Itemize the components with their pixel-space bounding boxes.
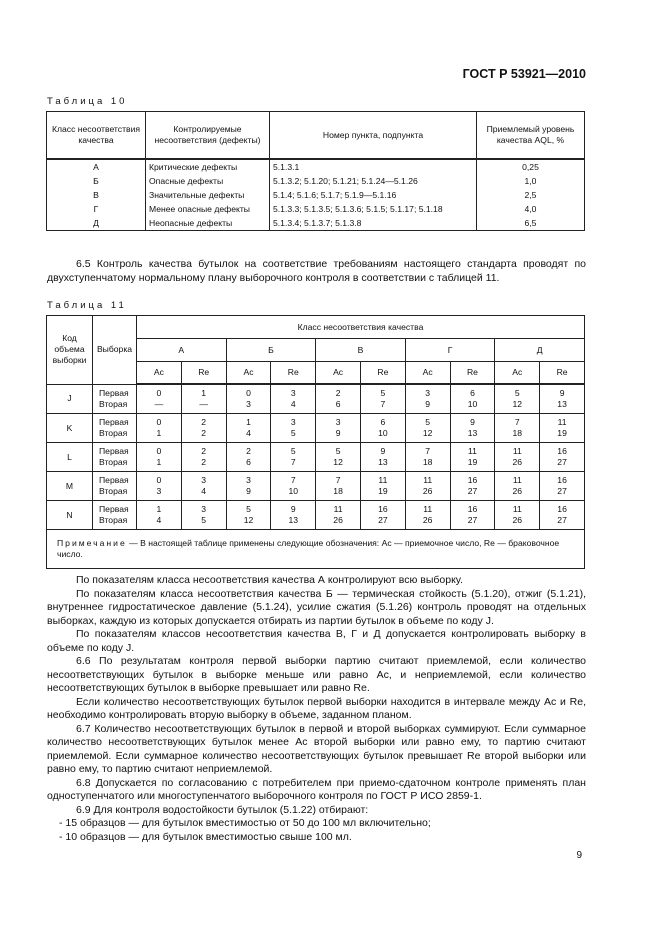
t10-cell: 0,25: [477, 159, 585, 174]
t11-value: 0 3: [137, 472, 182, 501]
t11-value: 1 —: [181, 384, 226, 414]
t11-value: 16 27: [450, 501, 495, 530]
t11-value: 2 6: [226, 443, 271, 472]
t10-row: [47, 216, 585, 231]
t11-value: 11 26: [405, 501, 450, 530]
t11-code: M: [47, 472, 93, 501]
t10-cell: Значительные дефекты: [146, 188, 270, 202]
paragraph: 6.6 По результатам контроля первой выборки партию считают приемлемой, если количество несоответствующих бутылок в выборке меньше или равно Ас, и неприемлемой, если количество несоответствующих бутылок в выборке превышает или равно Re.: [47, 655, 586, 694]
t10-cell: Опасные дефекты: [146, 174, 270, 188]
t10-cell: Критические дефекты: [146, 159, 270, 174]
paragraph: По показателям класса несоответствия качества А контролируют всю выборку.: [76, 574, 463, 586]
t11-value: 3 4: [271, 384, 316, 414]
t11-value: 0 1: [137, 414, 182, 443]
t10-cell: 4,0: [477, 202, 585, 216]
t11-value: 5 12: [316, 443, 361, 472]
t11-header-class: Класс несоответствия качества: [137, 316, 585, 339]
t11-header-code: Код объема выборки: [47, 316, 93, 385]
t10-header-defects: Контролируемые несоответствия (дефекты): [146, 112, 270, 160]
t11-re-header: Re: [271, 362, 316, 385]
t11-ac-header: Ac: [316, 362, 361, 385]
t11-ac-header: Ac: [495, 362, 540, 385]
t11-value: 3 9: [226, 472, 271, 501]
t10-row: [47, 159, 585, 174]
t10-cell: 1,0: [477, 174, 585, 188]
t11-code: J: [47, 384, 93, 414]
t11-row: [47, 472, 585, 501]
t11-value: 11 19: [450, 443, 495, 472]
t11-value: 9 13: [450, 414, 495, 443]
t11-class-header: А: [137, 339, 227, 362]
paragraph: 6.9 Для контроля водостойкости бутылок (5.1.22) отбирают:: [76, 803, 369, 816]
t11-row: [47, 501, 585, 530]
t11-re-header: Re: [360, 362, 405, 385]
t11-row: [47, 414, 585, 443]
t11-note: Примечание — В настоящей таблице применены следующие обозначения: Ас — приемочное число, Re — браковочное число.: [47, 530, 585, 569]
t11-value: 11 26: [495, 443, 540, 472]
t10-cell: Б: [47, 174, 146, 188]
t11-class-header: В: [316, 339, 406, 362]
t11-value: 11 19: [360, 472, 405, 501]
t11-sample: Первая Вторая: [93, 443, 137, 472]
t10-cell: А: [47, 159, 146, 174]
t11-value: 11 26: [495, 472, 540, 501]
t11-value: 3 5: [181, 501, 226, 530]
t11-value: 5 7: [360, 384, 405, 414]
t11-value: 5 12: [495, 384, 540, 414]
t11-ac-header: Ac: [405, 362, 450, 385]
t11-value: 7 18: [405, 443, 450, 472]
t11-value: 3 5: [271, 414, 316, 443]
t11-sample: Первая Вторая: [93, 472, 137, 501]
t11-value: 16 27: [360, 501, 405, 530]
t11-value: 11 19: [540, 414, 585, 443]
t11-class-header: Д: [495, 339, 585, 362]
t10-cell: В: [47, 188, 146, 202]
t11-re-header: Re: [181, 362, 226, 385]
t11-value: 11 26: [405, 472, 450, 501]
t10-cell: 6,5: [477, 216, 585, 231]
t11-value: 3 9: [316, 414, 361, 443]
standard-number: ГОСТ Р 53921—2010: [462, 67, 586, 81]
t11-value: 16 27: [450, 472, 495, 501]
t10-cell: 5.1.3.4; 5.1.3.7; 5.1.3.8: [270, 216, 477, 231]
t11-re-header: Re: [450, 362, 495, 385]
t10-cell: 2,5: [477, 188, 585, 202]
paragraph: По показателям классов несоответствия качества В, Г и Д допускается контролировать выборку в объеме по коду J.: [47, 628, 586, 654]
table10: [46, 111, 585, 231]
t11-value: 7 18: [316, 472, 361, 501]
paragraph: По показателям класса несоответствия качества Б — термическая стойкость (5.1.20), отжиг (5.1.21), внутреннее гидростатическое давление (5.1.24), усилие сжатия (5.1.26) контроль проводят на отдельных выборках, каждую из которых допускается отбирать из партии бутылок в объеме по коду J.: [47, 587, 586, 627]
paragraph: Если количество несоответствующих бутылок первой выборки находится в интервале между Ас и Re, необходимо контролировать вторую выборку в объеме, заданном планом.: [47, 695, 586, 721]
t11-value: 16 27: [540, 501, 585, 530]
t11-header-sample: Выборка: [93, 316, 137, 385]
t11-value: 0 —: [137, 384, 182, 414]
t11-ac-header: Ac: [226, 362, 271, 385]
t11-value: 1 4: [226, 414, 271, 443]
t11-value: 3 9: [405, 384, 450, 414]
t11-value: 2 2: [181, 414, 226, 443]
paragraph: 6.8 Допускается по согласованию с потребителем при приемо-сдаточном контроле применять план одноступенчатого или многоступенчатого выборочного контроля по ГОСТ Р ИСО 2859-1.: [47, 776, 586, 802]
paragraph-6-5: 6.5 Контроль качества бутылок на соответствие требованиям настоящего стандарта проводят по двухступенчатому нормальному плану выборочного контроля в соответствии с таблицей 11.: [47, 258, 586, 284]
t10-cell: Неопасные дефекты: [146, 216, 270, 231]
t11-value: 16 27: [540, 443, 585, 472]
list-item: - 10 образцов — для бутылок вместимостью свыше 100 мл.: [59, 830, 352, 843]
t11-value: 3 4: [181, 472, 226, 501]
t11-class-header: Г: [405, 339, 495, 362]
t11-code: L: [47, 443, 93, 472]
t11-value: 2 2: [181, 443, 226, 472]
t10-header-class: Класс несоответствия качества: [47, 112, 146, 160]
t11-sample: Первая Вторая: [93, 414, 137, 443]
t11-value: 6 10: [450, 384, 495, 414]
t10-row: [47, 202, 585, 216]
t11-value: 0 1: [137, 443, 182, 472]
table11-caption: Таблица 11: [47, 300, 127, 311]
t11-value: 7 10: [271, 472, 316, 501]
t10-cell: Д: [47, 216, 146, 231]
table10-caption: Таблица 10: [47, 96, 128, 107]
t11-code: K: [47, 414, 93, 443]
t10-header-clause: Номер пункта, подпункта: [270, 112, 477, 160]
t11-code: N: [47, 501, 93, 530]
t11-ac-header: Ac: [137, 362, 182, 385]
body-text: [47, 574, 586, 844]
t11-value: 5 12: [405, 414, 450, 443]
t10-cell: 5.1.4; 5.1.6; 5.1.7; 5.1.9—5.1.16: [270, 188, 477, 202]
t11-value: 0 3: [226, 384, 271, 414]
t11-value: 11 26: [316, 501, 361, 530]
t10-cell: Г: [47, 202, 146, 216]
t10-header-aql: Приемлемый уровень качества AQL, %: [477, 112, 585, 160]
t10-row: [47, 188, 585, 202]
t11-value: 6 10: [360, 414, 405, 443]
page-number: 9: [576, 850, 582, 861]
t10-cell: 5.1.3.1: [270, 159, 477, 174]
t10-row: [47, 174, 585, 188]
t11-value: 16 27: [540, 472, 585, 501]
t11-value: 1 4: [137, 501, 182, 530]
t10-cell: Менее опасные дефекты: [146, 202, 270, 216]
t11-row: [47, 384, 585, 414]
t11-value: 9 13: [360, 443, 405, 472]
t11-sample: Первая Вторая: [93, 501, 137, 530]
table11: [46, 315, 585, 569]
t11-re-header: Re: [540, 362, 585, 385]
paragraph: 6.7 Количество несоответствующих бутылок в первой и второй выборках суммируют. Если суммарное количество несоответствующих бутылок менее Ас второй выборки или равно ему, то партию считают приемлемой. Если суммарное количество несоответствующих бутылок превышает Re второй выборки или равно ему, то партию считают неприемлемой.: [47, 722, 586, 775]
t11-value: 5 7: [271, 443, 316, 472]
t11-value: 11 26: [495, 501, 540, 530]
t11-value: 7 18: [495, 414, 540, 443]
t11-row: [47, 443, 585, 472]
t10-cell: 5.1.3.3; 5.1.3.5; 5.1.3.6; 5.1.5; 5.1.17; 5.1.18: [270, 202, 477, 216]
t11-value: 9 13: [540, 384, 585, 414]
list-item: - 15 образцов — для бутылок вместимостью от 50 до 100 мл включительно;: [59, 817, 431, 829]
t11-value: 2 6: [316, 384, 361, 414]
t11-class-header: Б: [226, 339, 316, 362]
t11-value: 9 13: [271, 501, 316, 530]
t10-cell: 5.1.3.2; 5.1.20; 5.1.21; 5.1.24—5.1.26: [270, 174, 477, 188]
t11-value: 5 12: [226, 501, 271, 530]
t11-sample: Первая Вторая: [93, 384, 137, 414]
